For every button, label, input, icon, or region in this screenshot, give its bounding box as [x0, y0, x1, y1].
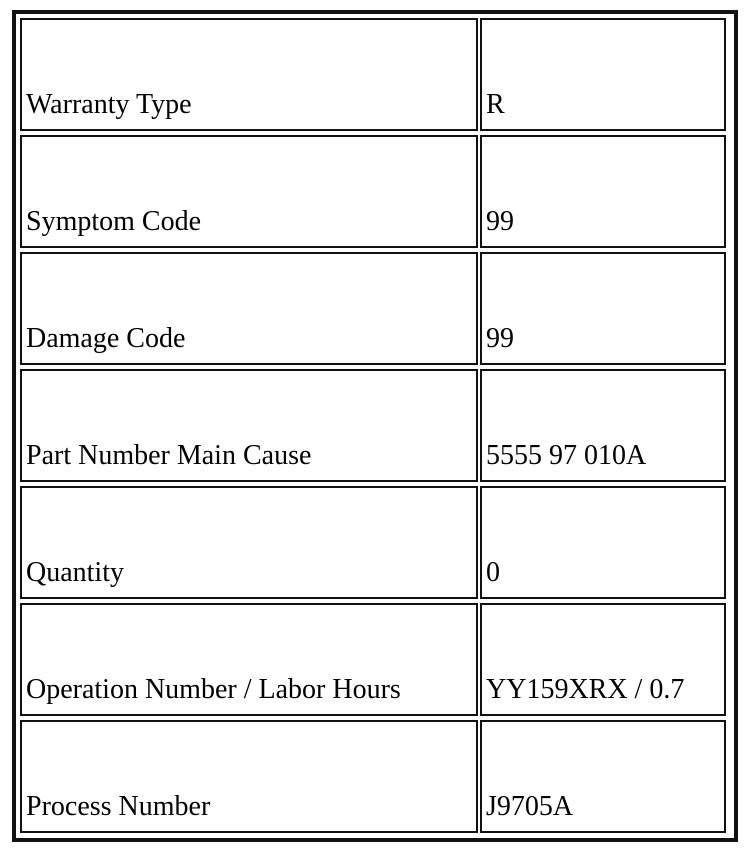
cell-text: Part Number Main Cause: [26, 440, 312, 471]
cell-text: Symptom Code: [26, 206, 202, 237]
row-label-part-number-main-cause: [20, 369, 478, 482]
row-label-process-number: [20, 720, 478, 833]
cell-text: 5555 97 010A: [486, 440, 647, 471]
cell-text: J9705A: [486, 791, 574, 822]
row-value-symptom-code: [480, 135, 726, 248]
cell-text: 99: [486, 206, 514, 237]
row-value-process-number: [480, 720, 726, 833]
cell-text: Quantity: [26, 557, 124, 588]
row-label-symptom-code: [20, 135, 478, 248]
row-value-warranty-type: [480, 18, 726, 131]
cell-text: YY159XRX / 0.7: [486, 674, 685, 705]
row-label-warranty-type: [20, 18, 478, 131]
warranty-table: [12, 10, 738, 842]
cell-text: Warranty Type: [26, 89, 192, 120]
row-label-damage-code: [20, 252, 478, 365]
cell-text: Operation Number / Labor Hours: [26, 674, 401, 705]
cell-text: 0: [486, 557, 500, 588]
cell-text: 99: [486, 323, 514, 354]
row-value-operation-number: [480, 603, 726, 716]
cell-text: R: [486, 89, 505, 120]
row-value-quantity: [480, 486, 726, 599]
cell-text: Damage Code: [26, 323, 186, 354]
row-label-operation-number: [20, 603, 478, 716]
row-label-quantity: [20, 486, 478, 599]
row-value-part-number-main-cause: [480, 369, 726, 482]
row-value-damage-code: [480, 252, 726, 365]
cell-text: Process Number: [26, 791, 211, 822]
